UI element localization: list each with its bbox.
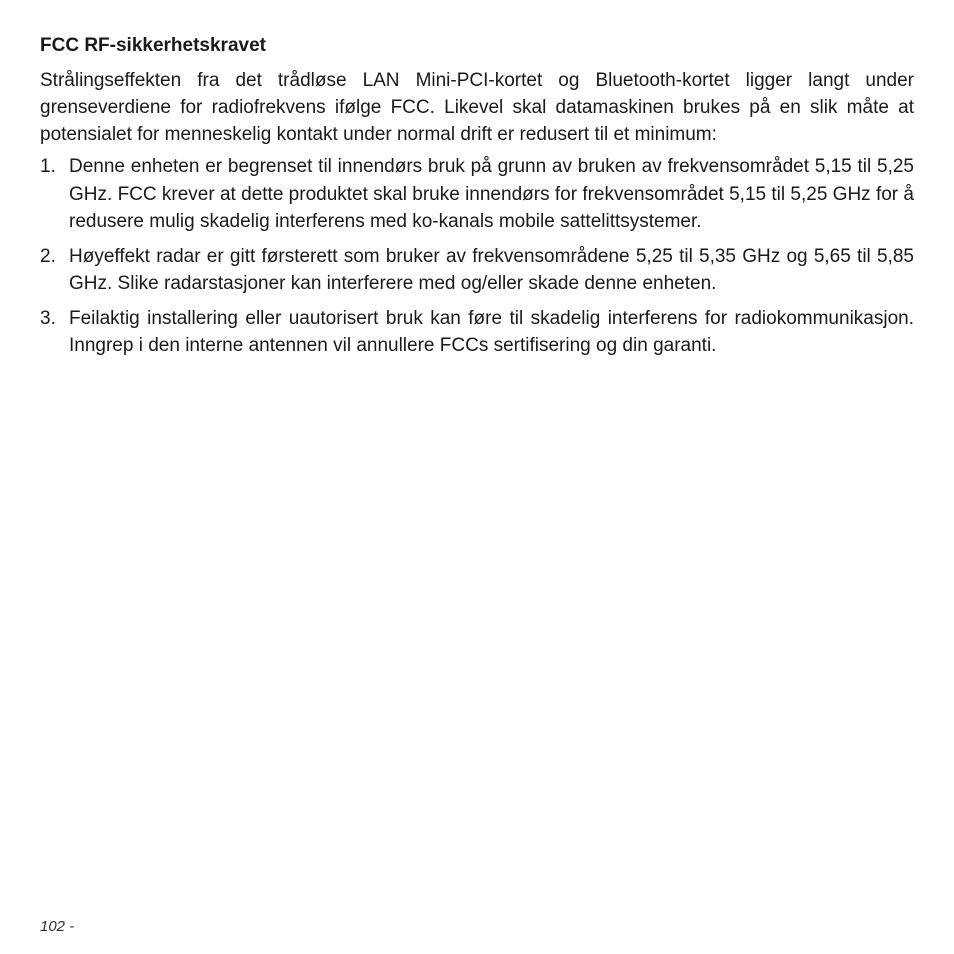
list-item-text: Denne enheten er begrenset til innendørs bruk på grunn av bruken av frekvensområdet 5,15 til 5,25 GHz. FCC krever at dette produktet skal bruke innendørs for frekvensområdet 5,15 til 5,25 GHz for å redusere mulig skadelig interferens med ko-kanals mobile sattelittsystemer. <box>69 156 914 232</box>
document-page <box>40 34 914 367</box>
list-item <box>40 153 914 236</box>
list-item-text: Feilaktig installering eller uautorisert bruk kan føre til skadelig interferens for radiokommunikasjon. Inngrep i den interne antennen vil annullere FCCs sertifisering og din garanti. <box>69 307 914 356</box>
list-item <box>40 305 914 360</box>
list-item-text: Høyeffekt radar er gitt førsterett som bruker av frekvensområdene 5,25 til 5,35 GHz og 5,65 til 5,85 GHz. Slike radarstasjoner kan interferere med og/eller skade denne enheten. <box>69 245 914 294</box>
requirements-list <box>40 153 914 360</box>
list-item-number: 2. <box>40 245 56 267</box>
list-item-number: 3. <box>40 307 56 329</box>
page-number: 102 - <box>40 918 75 935</box>
list-item <box>40 243 914 298</box>
section-heading: FCC RF-sikkerhetskravet <box>40 35 266 56</box>
intro-paragraph: Strålingseffekten fra det trådløse LAN Mini-PCI-kortet og Bluetooth-kortet ligger langt under grenseverdiene for radiofrekvens ifølge FCC. Likevel skal datamaskinen brukes på en slik måte at potensialet for menneskelig kontakt under normal drift er redusert til et minimum: <box>40 70 914 145</box>
list-item-number: 1. <box>40 156 56 177</box>
